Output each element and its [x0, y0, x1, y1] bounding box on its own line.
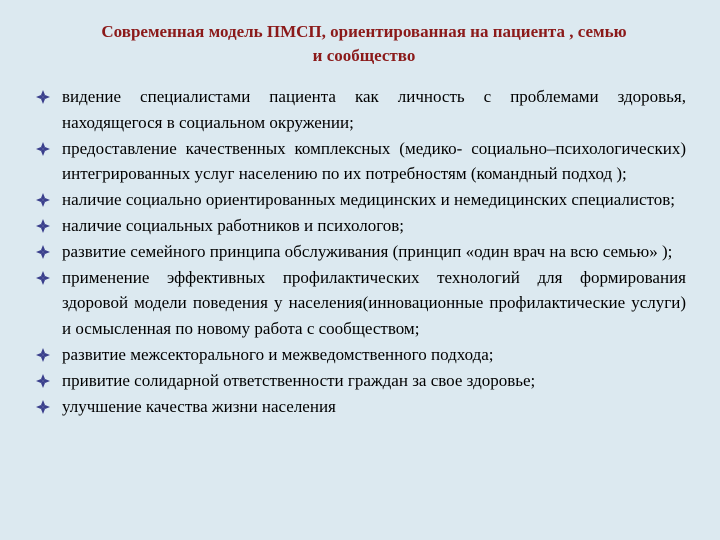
- bullet-text: развитие межсекторального и межведомственного подхода;: [62, 344, 494, 364]
- diamond-bullet-icon: [36, 213, 54, 239]
- bullet-text: развитие семейного принципа обслуживания (принцип «один врач на всю семью» );: [62, 241, 673, 261]
- bullet-item-5: [36, 239, 686, 265]
- diamond-bullet-icon: [36, 239, 54, 265]
- bullet-text: предоставление качественных комплексных (медико- социально–психологических) интегрированных услуг населению по их потребностям (командный подход );: [62, 138, 686, 184]
- bullet-item-3: [36, 187, 686, 213]
- bullet-item-1: [36, 84, 686, 136]
- bullet-text: привитие солидарной ответственности граждан за свое здоровье;: [62, 370, 536, 390]
- diamond-bullet-icon: [36, 265, 54, 291]
- bullet-item-7: [36, 342, 686, 368]
- bullet-item-6: [36, 265, 686, 342]
- slide-title-line-1: Современная модель ПМСП, ориентированная на пациента , семью: [101, 22, 627, 41]
- bullet-item-9: [36, 394, 686, 420]
- slide-title: [40, 20, 688, 68]
- bullet-text: наличие социально ориентированных медицинских и немедицинских специалистов;: [62, 190, 676, 210]
- diamond-bullet-icon: [36, 394, 54, 420]
- diamond-bullet-icon: [36, 368, 54, 394]
- bullet-item-4: [36, 213, 686, 239]
- bullet-item-8: [36, 368, 686, 394]
- slide-title-line-2: и сообщество: [312, 46, 416, 65]
- bullet-text: улучшение качества жизни населения: [62, 396, 336, 416]
- bullet-item-2: [36, 136, 686, 188]
- bullet-text: видение специалистами пациента как личность с проблемами здоровья, находящегося в социальном окружении;: [62, 87, 686, 132]
- diamond-bullet-icon: [36, 342, 54, 368]
- bullet-text: наличие социальных работников и психологов;: [62, 215, 405, 235]
- bullet-text: применение эффективных профилактических технологий для формирования здоровой модели поведения у населения(инновационные профилактические услуги) и осмысленная по новому работа с сообществом;: [62, 267, 686, 339]
- diamond-bullet-icon: [36, 136, 54, 162]
- diamond-bullet-icon: [36, 187, 54, 213]
- bullet-list: [36, 84, 686, 419]
- diamond-bullet-icon: [36, 84, 54, 110]
